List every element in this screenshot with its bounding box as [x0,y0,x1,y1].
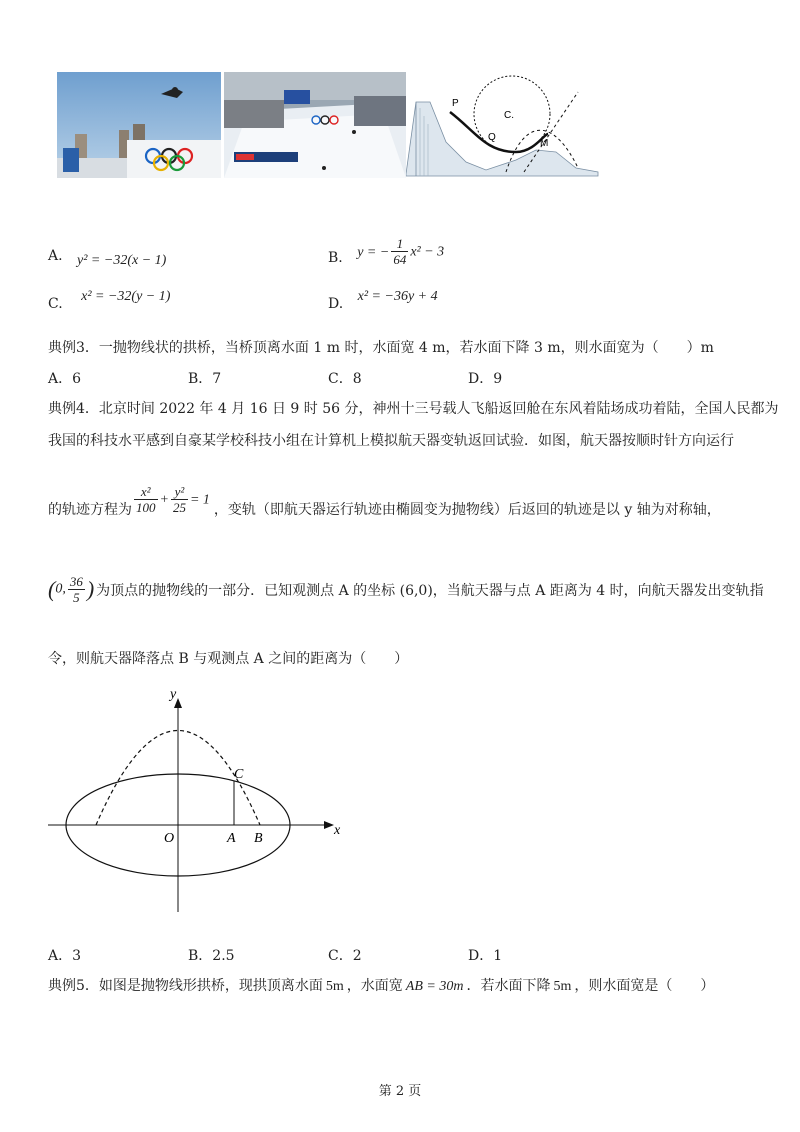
label-c: C. [504,110,514,121]
vertex-close: ) [86,576,95,602]
choice-c [48,288,171,312]
ellipse-x-num: x² [134,484,158,500]
choice-b-den: 64 [393,252,407,267]
ellipse-parabola-figure [44,686,354,916]
choice-a-expr: y² = −32(x − 1) [77,253,167,268]
choice-a-letter: A. [48,248,63,264]
ellipse-rhs: = 1 [189,492,210,508]
example5-mid2: ．若水面下降 [466,978,551,994]
ellipse-y-num: y² [171,484,188,500]
example4-line3-suffix: ，变轨（即航天器运行轨迹由椭圆变为抛物线）后返回的轨迹是以 y 轴为对称轴， [213,501,721,518]
example3-option-a: A．6 [48,371,82,387]
point-label-o: O [164,831,175,846]
choice-c-expr: x² = −32(y − 1) [81,289,171,304]
example4-line1: 典例4．北京时间 2022 年 4 月 16 日 9 时 56 分，神州十三号载人飞船返回舱在东风着陆场成功着陆，全国人民都为 [48,401,779,417]
choice-b-num: 1 [391,236,408,252]
choice-b [328,236,444,267]
example4-option-b: B．2.5 [188,948,235,964]
choice-d [328,288,438,312]
example4-option-c: C．2 [328,948,362,964]
photo-olympic-skier [57,72,221,178]
example4-option-d: D．1 [468,948,503,964]
point-label-b: B [254,831,263,846]
vertex-x: 0, [55,581,66,597]
example4-line2: 我国的科技水平感到自豪某学校科技小组在计算机上模拟航天器变轨返回试验．如图，航天器按顺时针方向运行 [48,433,734,449]
example4-line3-prefix: 的轨迹方程为 [48,501,132,518]
example5-mid: ，水面宽 [346,978,403,994]
vertex-point: ( [48,576,56,602]
choice-d-letter: D. [328,296,344,312]
page-number: 第 2 页 [378,1084,422,1099]
label-m: M [540,138,549,149]
choice-b-suffix: x² − 3 [410,244,445,260]
label-q: Q [488,132,496,143]
example3-option-b: B．7 [188,371,222,387]
example4-line3 [48,484,721,518]
track-diagram [406,72,602,182]
example4-option-a: A．3 [48,948,82,964]
axis-label-x: x [334,823,341,838]
ellipse-plus: + [159,492,169,508]
ellipse-y-den: 25 [172,500,186,515]
vertex-y-fraction [68,574,85,605]
example3-option-c: C．8 [328,371,362,387]
example5-height2: 5m [553,979,572,994]
choice-b-letter: B. [328,249,343,266]
example4-line4 [48,574,764,605]
choice-b-prefix: y = − [357,244,390,260]
example5-text [48,975,714,995]
point-label-a: A [227,831,236,846]
point-label-c: C [234,767,244,782]
choice-b-fraction [391,236,408,267]
ellipse-x-term [134,484,158,515]
example3-text: 典例3．一抛物线状的拱桥，当桥顶离水面 1 m 时，水面宽 4 m，若水面下降 3 m，则水面宽为（ ）m [48,340,714,356]
axis-label-y: y [170,687,177,702]
example5-suffix: ，则水面宽是（ ） [574,978,715,994]
example4-line4-suffix: 为顶点的抛物线的一部分．已知观测点 A 的坐标 (6,0)，当航天器与点 A 距离为 4 时，向航天器发出变轨指 [96,582,764,599]
ellipse-y-term [171,484,188,515]
label-p: P [452,98,459,109]
example5-prefix: 典例5．如图是抛物线形拱桥，现拱顶离水面 [48,978,323,994]
example3-option-d: D．9 [468,371,503,387]
vertex-num: 36 [69,574,83,589]
vertex-den: 5 [73,590,80,605]
choice-a [48,248,167,268]
photo-ski-slope [224,72,406,178]
example5-ab: AB = 30m [405,979,464,994]
choice-c-letter: C. [48,296,63,312]
choice-d-expr: x² = −36y + 4 [357,289,438,304]
example4-line5: 令，则航天器降落点 B 与观测点 A 之间的距离为（ ） [48,651,409,667]
example5-height1: 5m [325,979,344,994]
ellipse-x-den: 100 [136,500,156,515]
